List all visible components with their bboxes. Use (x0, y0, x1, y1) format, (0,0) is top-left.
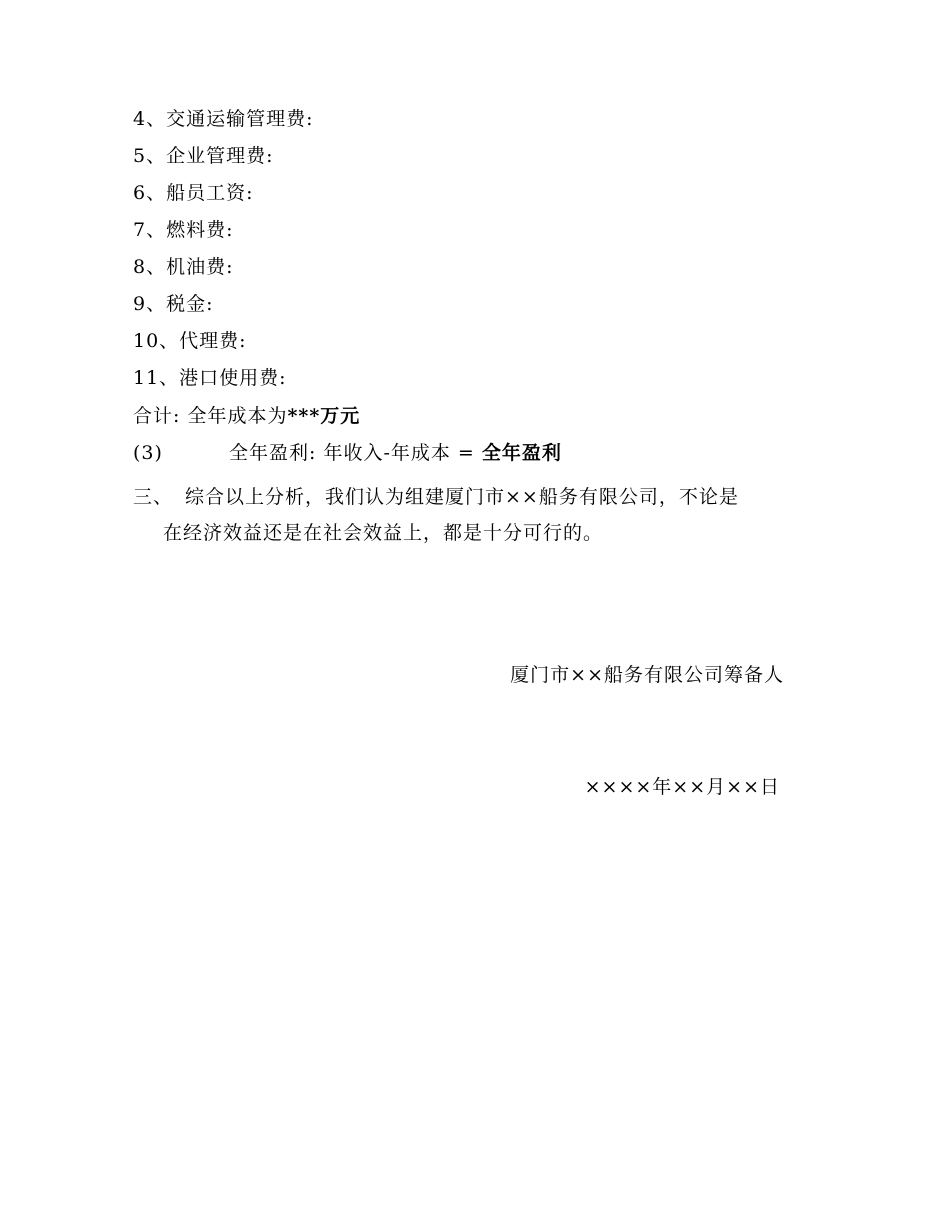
conclusion-text-line2: 在经济效益还是在社会效益上，都是十分可行的。 (163, 522, 604, 544)
conclusion-text-line1: 综合以上分析，我们认为组建厦门市××船务有限公司，不论是 (185, 486, 739, 508)
profit-label: (3) (133, 442, 163, 464)
cost-item-fuel: 7、燃料费: (133, 219, 234, 241)
signature-date: ××××年××月××日 (584, 776, 780, 798)
cost-item-engine-oil: 8、机油费: (133, 256, 234, 278)
total-cost-value: ***万元 (287, 405, 361, 427)
total-cost-line (133, 404, 360, 428)
cost-item-enterprise-mgmt: 5、企业管理费: (133, 145, 274, 167)
cost-item-tax: 9、税金: (133, 293, 214, 315)
cost-item-transport-mgmt: 4、交通运输管理费: (133, 108, 314, 130)
profit-formula: 全年盈利: 年收入-年成本 = (229, 442, 482, 464)
conclusion-paragraph (133, 479, 813, 551)
profit-line (133, 441, 562, 465)
profit-result: 全年盈利 (481, 442, 562, 464)
cost-item-agency-fee: 10、代理费: (133, 330, 247, 352)
cost-item-crew-wages: 6、船员工资: (133, 182, 254, 204)
total-cost-prefix: 合计: 全年成本为 (133, 405, 288, 427)
section-numeral: 三、 (133, 486, 174, 508)
conclusion-first-line (133, 479, 813, 515)
signature-organization: 厦门市××船务有限公司筹备人 (510, 664, 784, 686)
cost-item-port-fee: 11、港口使用费: (133, 367, 287, 389)
